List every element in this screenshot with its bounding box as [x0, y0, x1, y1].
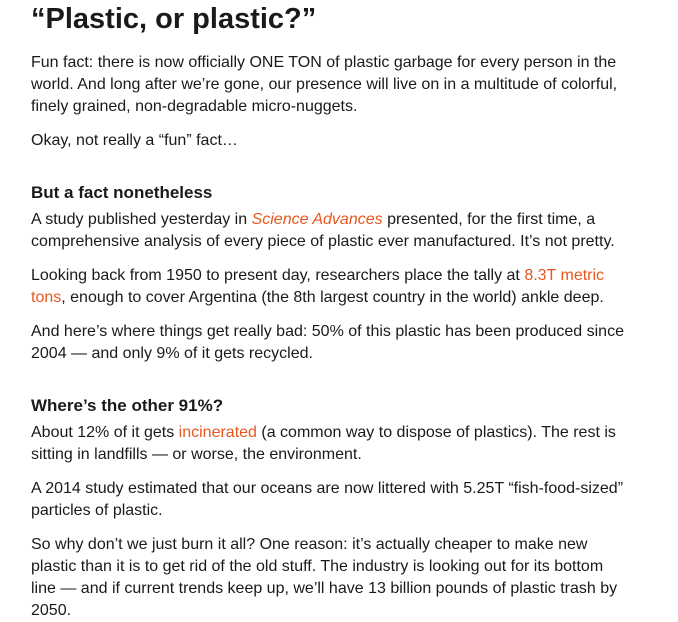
paragraph-line — [31, 287, 604, 309]
paragraph-line: A 2014 study estimated that our oceans are now littered with 5.25T “fish-food-sized” — [31, 480, 624, 497]
paragraph-line: plastic than it is to get rid of the old stuff. The industry is looking out for its bottom — [31, 558, 604, 575]
paragraph-line: Fun fact: there is now officially ONE TON of plastic garbage for every person in the — [31, 54, 617, 71]
text-fragment: A study published yesterday in — [31, 211, 252, 228]
paragraph-line: 2050. — [31, 602, 72, 619]
text-fragment: About 12% of it gets — [31, 424, 179, 441]
recycling-paragraph — [31, 321, 624, 365]
text-fragment: (a common way to dispose of plastics). The rest is — [256, 424, 616, 441]
section-heading-fact: But a fact nonetheless — [31, 183, 213, 202]
incinerated-link[interactable]: incinerated — [178, 424, 257, 441]
section-heading-other: Where’s the other 91%? — [31, 396, 224, 415]
text-fragment: , enough to cover Argentina (the 8th largest country in the world) ankle deep. — [61, 289, 604, 306]
metric-tons-link[interactable]: 8.3T metric — [524, 267, 605, 284]
page-title: “Plastic, or plastic?” — [31, 3, 317, 35]
paragraph-line: And here’s where things get really bad: 50% of this plastic has been produced since — [31, 323, 624, 340]
text-fragment: Looking back from 1950 to present day, researchers place the tally at — [31, 267, 525, 284]
paragraph-line: sitting in landfills — or worse, the environment. — [31, 446, 362, 463]
paragraph-line: 2004 — and only 9% of it gets recycled. — [31, 345, 313, 362]
paragraph-line: Okay, not really a “fun” fact… — [31, 132, 238, 149]
ocean-paragraph — [31, 478, 623, 522]
tally-paragraph — [31, 265, 604, 309]
study-paragraph — [31, 209, 615, 253]
paragraph-line: world. And long after we’re gone, our presence will live on in a multitude of colorful, — [31, 76, 618, 93]
paragraph-line: comprehensive analysis of every piece of plastic ever manufactured. It’s not pretty. — [31, 233, 615, 250]
metric-tons-link-continued[interactable]: tons — [31, 289, 62, 306]
science-advances-link[interactable]: Science Advances — [251, 211, 383, 228]
intro-paragraph — [31, 52, 617, 118]
paragraph-line: finely grained, non-degradable micro-nuggets. — [31, 98, 358, 115]
paragraph-line — [31, 209, 615, 231]
text-fragment: presented, for the first time, a — [382, 211, 596, 228]
paragraph-line: So why don’t we just burn it all? One reason: it’s actually cheaper to make new — [31, 536, 588, 553]
incineration-paragraph — [31, 422, 616, 466]
paragraph-line — [31, 265, 604, 287]
paragraph-line: particles of plastic. — [31, 502, 163, 519]
burn-paragraph — [31, 534, 617, 622]
paragraph-line — [31, 422, 616, 444]
intro-aside-paragraph — [31, 130, 238, 152]
paragraph-line: line — and if current trends keep up, we’ll have 13 billion pounds of plastic trash by — [31, 580, 618, 597]
